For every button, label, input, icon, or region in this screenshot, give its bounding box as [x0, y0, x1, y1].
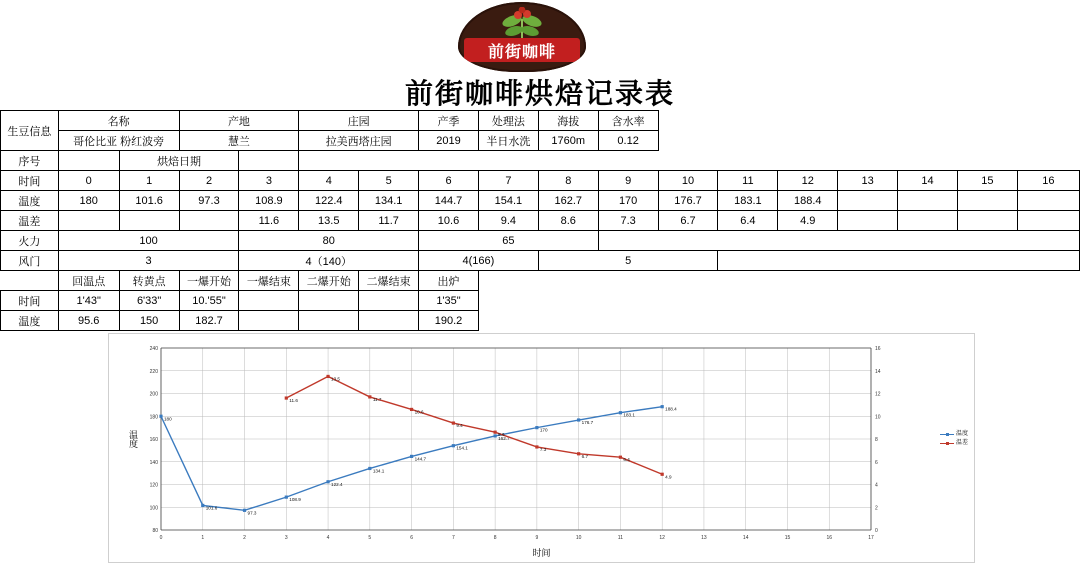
phase-header-4: 二爆开始	[299, 271, 359, 291]
svg-text:122.4: 122.4	[331, 481, 343, 487]
bean-value-farm: 拉美西塔庄园	[299, 131, 419, 151]
temp-cell-15	[957, 191, 1017, 211]
svg-text:3: 3	[284, 535, 288, 541]
svg-text:1: 1	[201, 535, 205, 541]
phase-time-0: 1'43"	[58, 291, 119, 311]
svg-text:10.6: 10.6	[414, 409, 424, 415]
temp-cell-2: 97.3	[179, 191, 239, 211]
time-cell-12: 12	[778, 171, 838, 191]
svg-text:8: 8	[875, 437, 878, 443]
fire-cell-1: 80	[239, 231, 419, 251]
temp-cell-4: 122.4	[299, 191, 359, 211]
svg-text:11: 11	[617, 535, 624, 541]
spacer-cell	[658, 111, 1079, 131]
diff-label: 温差	[1, 211, 59, 231]
time-cell-10: 10	[658, 171, 718, 191]
bean-value-name: 哥伦比亚 粉红波旁	[58, 131, 179, 151]
logo-badge	[458, 2, 586, 72]
phase-time-4	[299, 291, 359, 311]
svg-text:4.9: 4.9	[665, 474, 672, 480]
time-cell-5: 5	[359, 171, 419, 191]
bean-value-moisture: 0.12	[598, 131, 658, 151]
fire-cell-2: 65	[419, 231, 599, 251]
svg-text:14: 14	[875, 368, 881, 375]
diff-cell-6: 10.6	[419, 211, 479, 231]
diff-cell-3: 11.6	[239, 211, 299, 231]
phase-time-label: 时间	[1, 291, 59, 311]
diff-cell-4: 13.5	[299, 211, 359, 231]
phase-header-2: 一爆开始	[179, 271, 239, 291]
page-title: 前街咖啡烘焙记录表	[404, 77, 675, 110]
svg-text:80: 80	[152, 528, 158, 534]
time-cell-0: 0	[58, 171, 119, 191]
phase-temp-4	[299, 311, 359, 331]
phase-time-1: 6'33"	[119, 291, 179, 311]
svg-text:176.7: 176.7	[581, 420, 594, 426]
bean-header-farm: 庄园	[299, 111, 419, 131]
svg-text:10: 10	[875, 414, 881, 421]
roast-curve-chart	[108, 333, 975, 563]
svg-text:100: 100	[149, 505, 158, 512]
phase-header-5: 二爆结束	[359, 271, 419, 291]
diff-cell-11: 6.4	[718, 211, 778, 231]
diff-cell-8: 8.6	[538, 211, 598, 231]
time-cell-2: 2	[179, 171, 239, 191]
diff-cell-7: 9.4	[478, 211, 538, 231]
svg-text:17: 17	[868, 535, 874, 541]
bean-header-altitude: 海拔	[538, 111, 598, 131]
svg-text:180: 180	[149, 414, 158, 421]
svg-text:8.6: 8.6	[498, 432, 505, 438]
time-cell-8: 8	[538, 171, 598, 191]
svg-text:5: 5	[368, 535, 372, 541]
svg-text:160: 160	[149, 437, 158, 443]
temp-label: 温度	[1, 191, 59, 211]
chart-xlabel: 时间	[532, 548, 551, 558]
svg-text:6: 6	[410, 535, 413, 541]
phase-time-2: 10.'55"	[179, 291, 239, 311]
svg-text:4: 4	[326, 535, 330, 541]
phase-header-3: 一爆结束	[239, 271, 299, 291]
temp-cell-13	[838, 191, 898, 211]
svg-text:13: 13	[701, 535, 707, 541]
time-cell-6: 6	[419, 171, 479, 191]
diff-cell-16	[1017, 211, 1079, 231]
fire-cell-0: 100	[58, 231, 239, 251]
time-cell-16: 16	[1017, 171, 1079, 191]
phase-temp-5	[359, 311, 419, 331]
svg-text:183.1: 183.1	[623, 412, 635, 418]
spacer-cell	[658, 131, 1079, 151]
air-cell-3: 5	[538, 251, 718, 271]
chart-ylabel: 温度	[128, 430, 138, 448]
svg-text:11.7: 11.7	[372, 396, 382, 402]
legend-label-temp: 温度	[955, 431, 968, 437]
phase-time-6: 1'35"	[419, 291, 479, 311]
diff-cell-9: 7.3	[598, 211, 658, 231]
spacer-cell	[299, 151, 1080, 171]
table-row-index	[1, 151, 1080, 171]
table-row-phase-time	[1, 291, 1080, 311]
diff-cell-12: 4.9	[778, 211, 838, 231]
time-cell-4: 4	[299, 171, 359, 191]
diff-cell-2	[179, 211, 239, 231]
chart-legend	[940, 430, 968, 448]
svg-text:101.6: 101.6	[205, 505, 218, 511]
phase-temp-label: 温度	[1, 311, 59, 331]
table-row-phase-temp	[1, 311, 1080, 331]
phase-time-3	[239, 291, 299, 311]
svg-text:13.5: 13.5	[331, 376, 341, 382]
svg-text:220: 220	[149, 368, 158, 375]
diff-cell-15	[957, 211, 1017, 231]
diff-cell-5: 11.7	[359, 211, 419, 231]
svg-text:0: 0	[875, 528, 878, 534]
svg-text:7: 7	[451, 535, 455, 541]
bean-value-process: 半日水洗	[478, 131, 538, 151]
svg-text:144.7: 144.7	[414, 456, 427, 462]
bean-header-process: 处理法	[478, 111, 538, 131]
air-label: 风门	[1, 251, 59, 271]
svg-text:200: 200	[149, 391, 158, 398]
temp-cell-1: 101.6	[119, 191, 179, 211]
svg-text:4: 4	[875, 482, 878, 489]
time-label: 时间	[1, 171, 59, 191]
svg-text:6: 6	[875, 459, 878, 466]
phase-time-5	[359, 291, 419, 311]
phase-temp-6: 190.2	[419, 311, 479, 331]
temp-cell-10: 176.7	[658, 191, 718, 211]
temp-cell-7: 154.1	[478, 191, 538, 211]
time-cell-13: 13	[838, 171, 898, 191]
svg-text:12: 12	[659, 535, 665, 541]
air-cell-0: 3	[58, 251, 239, 271]
table-row-temp-diff	[1, 211, 1080, 231]
svg-text:6.4: 6.4	[623, 457, 630, 463]
logo-brand-text: 前街咖啡	[464, 38, 580, 62]
svg-text:134.1: 134.1	[372, 468, 385, 474]
temp-cell-5: 134.1	[359, 191, 419, 211]
record-table	[0, 110, 1080, 331]
spacer-cell	[478, 311, 1079, 331]
svg-text:11.6: 11.6	[289, 398, 298, 404]
time-cell-3: 3	[239, 171, 299, 191]
table-row-bean-header	[1, 111, 1080, 131]
svg-text:12: 12	[875, 391, 881, 398]
time-cell-11: 11	[718, 171, 778, 191]
temp-cell-8: 162.7	[538, 191, 598, 211]
legend-item-temp	[940, 430, 968, 439]
bean-value-season: 2019	[419, 131, 479, 151]
spacer-cell	[478, 291, 1079, 311]
phase-temp-0: 95.6	[58, 311, 119, 331]
spacer-cell	[478, 271, 1079, 291]
temp-cell-0: 180	[58, 191, 119, 211]
bean-header-moisture: 含水率	[598, 111, 658, 131]
time-cell-9: 9	[598, 171, 658, 191]
spacer-cell	[1, 271, 59, 291]
svg-text:170: 170	[539, 427, 548, 433]
time-cell-7: 7	[478, 171, 538, 191]
phase-temp-3	[239, 311, 299, 331]
chart-svg	[109, 334, 974, 562]
table-row-fire	[1, 231, 1080, 251]
bean-value-origin: 慧兰	[179, 131, 299, 151]
svg-text:108.9: 108.9	[289, 497, 301, 503]
svg-text:16: 16	[826, 535, 833, 541]
svg-text:2: 2	[875, 505, 878, 512]
svg-text:2: 2	[243, 535, 246, 541]
table-row-temperature	[1, 191, 1080, 211]
svg-text:180: 180	[164, 416, 172, 422]
svg-text:120: 120	[149, 482, 158, 489]
diff-cell-0	[58, 211, 119, 231]
table-row-air	[1, 251, 1080, 271]
temp-cell-14	[898, 191, 958, 211]
svg-text:97.3: 97.3	[247, 510, 257, 516]
time-cell-14: 14	[898, 171, 958, 191]
temp-cell-11: 183.1	[718, 191, 778, 211]
svg-text:15: 15	[784, 535, 791, 541]
svg-text:8: 8	[493, 535, 497, 541]
roast-date-value	[239, 151, 299, 171]
time-cell-15: 15	[957, 171, 1017, 191]
svg-text:14: 14	[742, 535, 749, 541]
svg-text:188.4: 188.4	[665, 406, 677, 412]
phase-header-0: 回温点	[58, 271, 119, 291]
brand-logo	[458, 2, 586, 72]
time-cell-1: 1	[119, 171, 179, 191]
roast-record-table	[0, 110, 1080, 331]
legend-label-diff: 温差	[955, 440, 968, 446]
temp-cell-16	[1017, 191, 1079, 211]
bean-header-season: 产季	[419, 111, 479, 131]
table-row-bean-values	[1, 131, 1080, 151]
bean-header-name: 名称	[58, 111, 179, 131]
coffee-plant-icon	[494, 7, 550, 41]
air-cell-2: 4(166)	[419, 251, 539, 271]
svg-text:9.4: 9.4	[456, 423, 463, 429]
svg-text:154.1: 154.1	[456, 445, 468, 451]
bean-value-altitude: 1760m	[538, 131, 598, 151]
roast-date-label	[58, 151, 119, 171]
svg-text:16: 16	[875, 346, 881, 352]
temp-cell-9: 170	[598, 191, 658, 211]
table-row-time	[1, 171, 1080, 191]
svg-text:0: 0	[159, 535, 163, 541]
diff-cell-13	[838, 211, 898, 231]
table-row-phase-header	[1, 271, 1080, 291]
fire-cell-3	[598, 231, 1079, 251]
svg-text:240: 240	[149, 346, 158, 352]
temp-cell-6: 144.7	[419, 191, 479, 211]
svg-text:162.7: 162.7	[498, 435, 510, 441]
fire-label: 火力	[1, 231, 59, 251]
air-cell-4	[718, 251, 1080, 271]
diff-cell-10: 6.7	[658, 211, 718, 231]
phase-temp-1: 150	[119, 311, 179, 331]
legend-item-diff	[940, 439, 968, 448]
phase-header-6: 出炉	[419, 271, 479, 291]
air-cell-1: 4（140）	[239, 251, 419, 271]
svg-text:7.3: 7.3	[539, 446, 547, 452]
roast-date-title: 烘焙日期	[119, 151, 239, 171]
svg-text:140: 140	[149, 459, 158, 466]
diff-cell-1	[119, 211, 179, 231]
temp-cell-12: 188.4	[778, 191, 838, 211]
svg-text:10: 10	[575, 535, 582, 541]
phase-temp-2: 182.7	[179, 311, 239, 331]
bean-header-origin: 产地	[179, 111, 299, 131]
index-label: 序号	[1, 151, 59, 171]
bean-info-label: 生豆信息	[1, 111, 59, 151]
temp-cell-3: 108.9	[239, 191, 299, 211]
diff-cell-14	[898, 211, 958, 231]
svg-text:9: 9	[535, 535, 539, 541]
phase-header-1: 转黄点	[119, 271, 179, 291]
svg-text:6.7: 6.7	[581, 453, 589, 459]
